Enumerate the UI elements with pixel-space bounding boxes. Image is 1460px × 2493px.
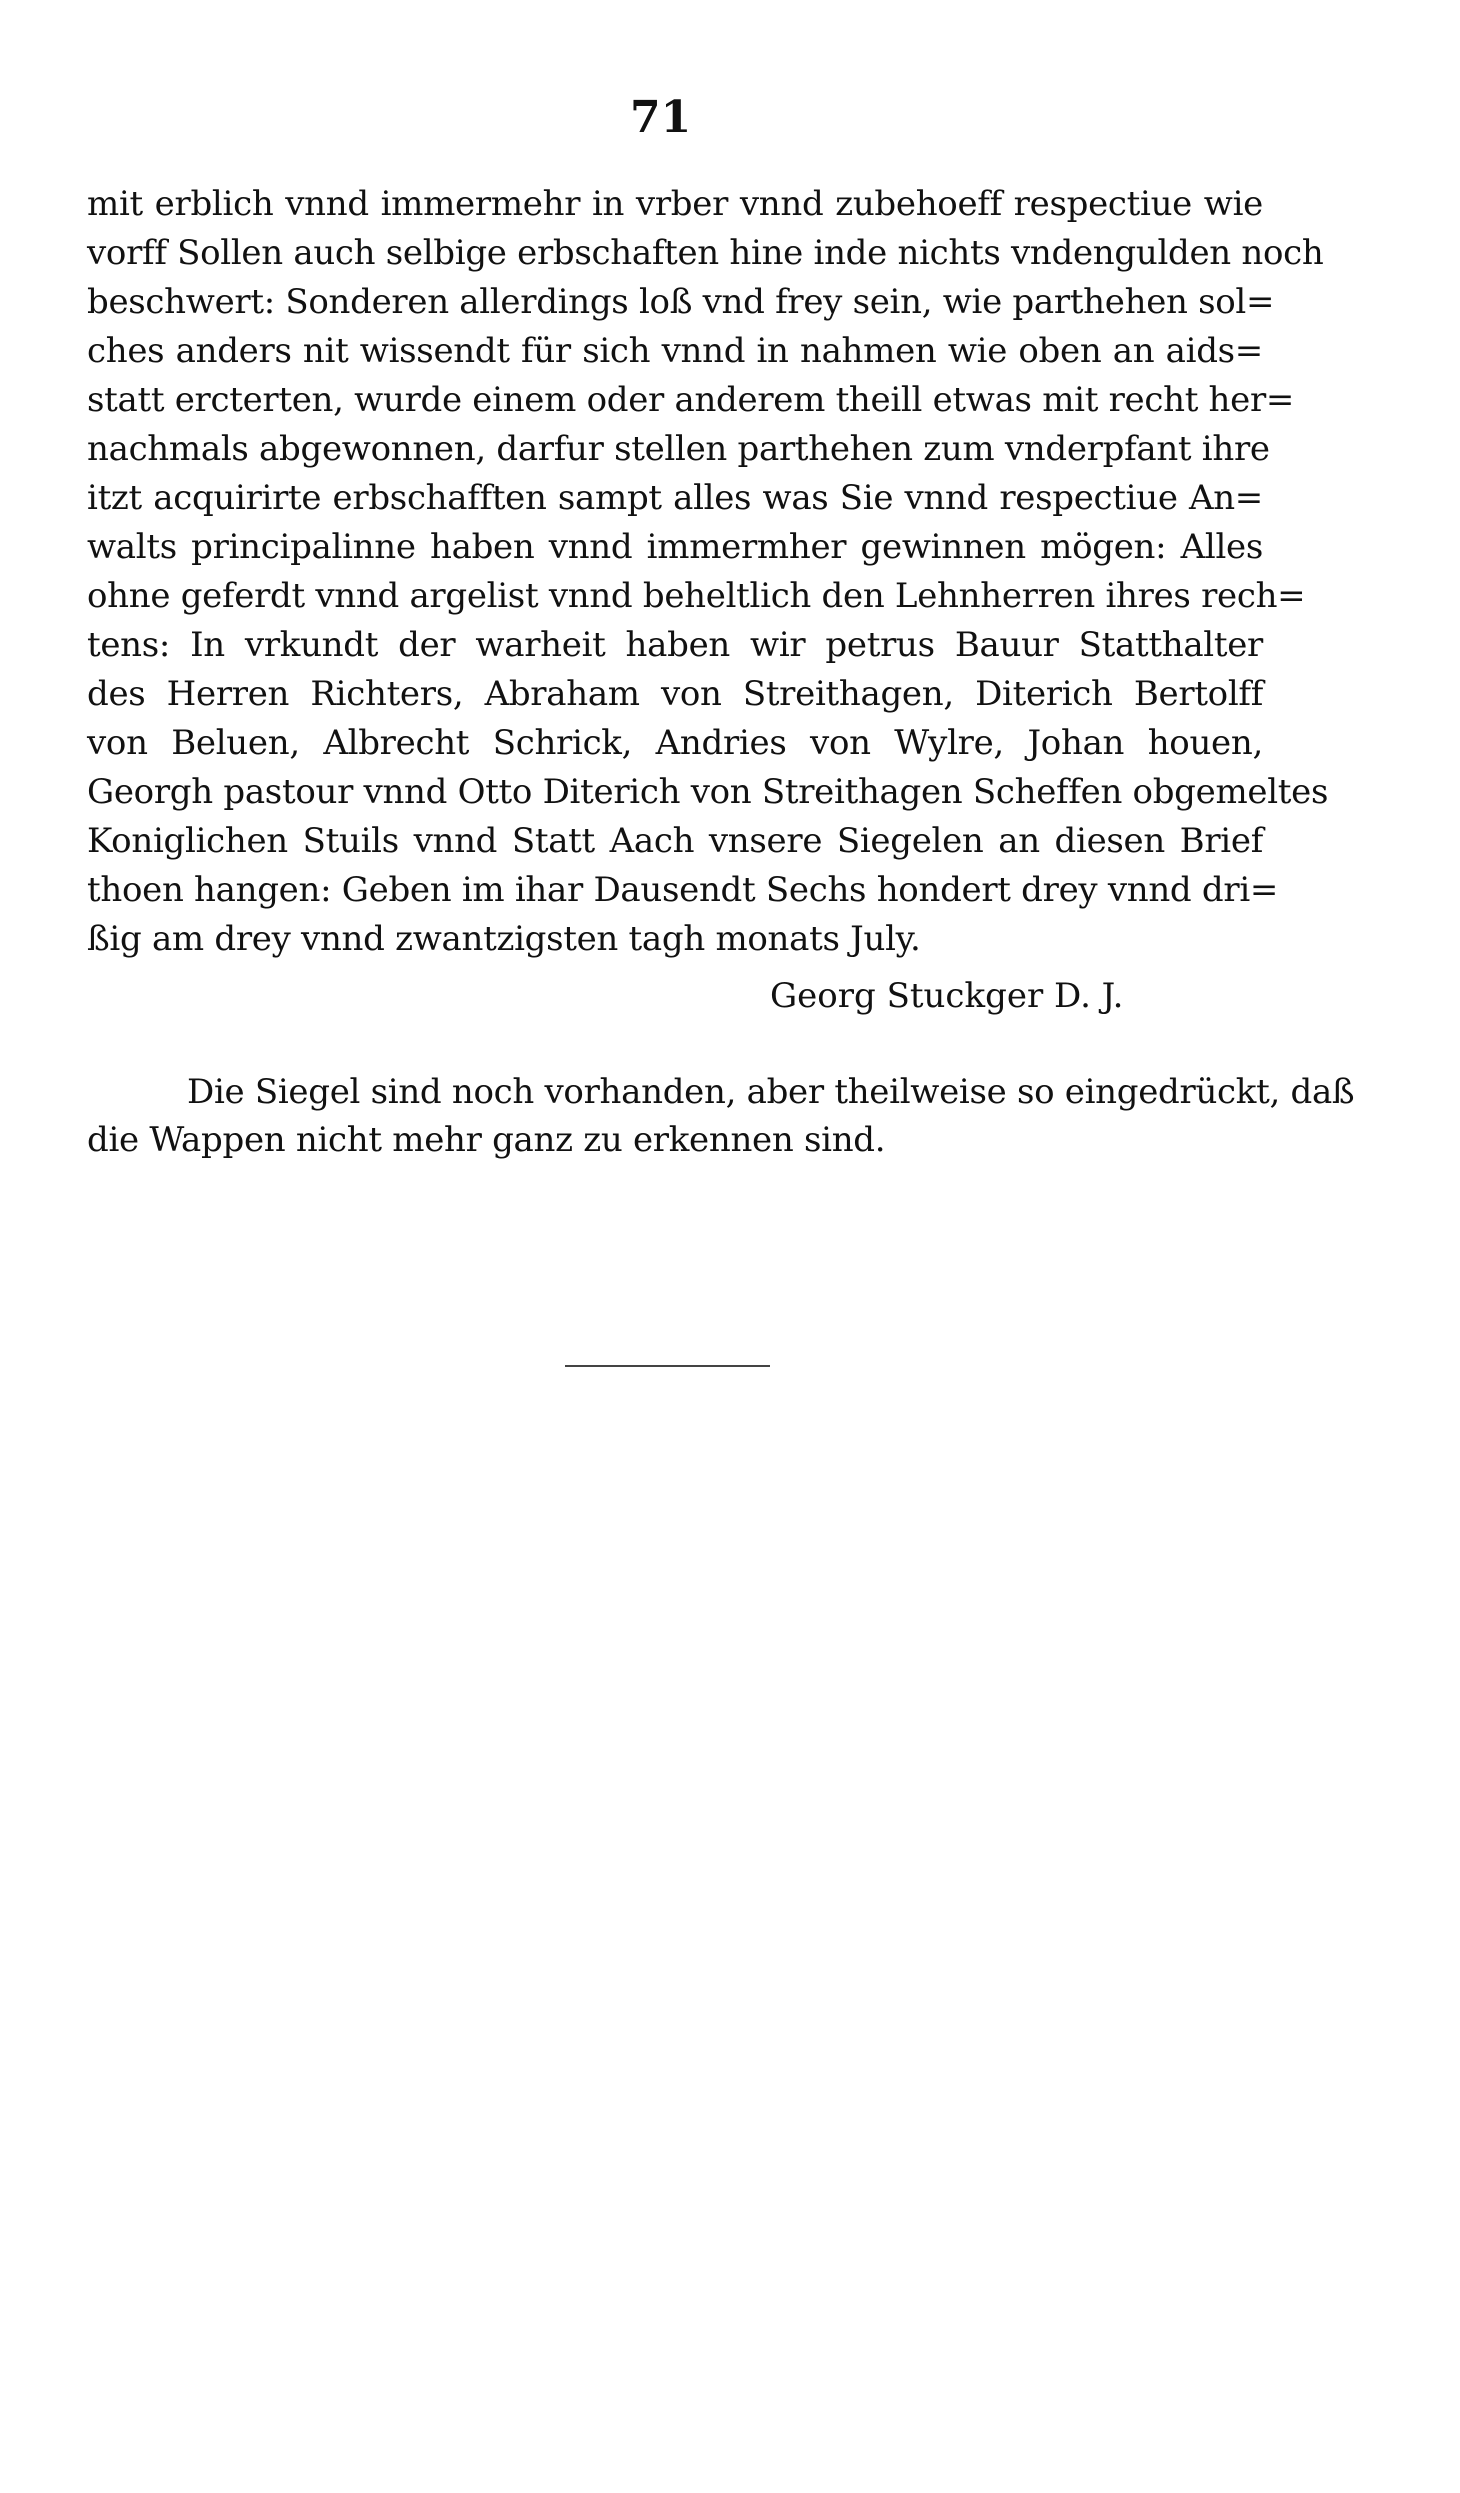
text-line: walts principalinne haben vnnd immermher gewinnen mögen: Alles <box>87 527 1263 567</box>
text-line: nachmals abgewonnen, darfur stellen parthehen zum vnderpfant ihre <box>87 429 1270 469</box>
text-line: Georgh pastour vnnd Otto Diterich von Streithagen Scheffen obgemeltes <box>87 772 1329 812</box>
text-line: von Beluen, Albrecht Schrick, Andries von Wylre, Johan houen, <box>87 723 1263 763</box>
text-line: ches anders nit wissendt für sich vnnd in nahmen wie oben an aids= <box>87 331 1263 371</box>
text-line: des Herren Richters, Abraham von Streithagen, Diterich Bertolff <box>87 674 1263 714</box>
note-line: Die Siegel sind noch vorhanden, aber theilweise so eingedrückt, daß <box>187 1072 1355 1112</box>
text-line: Koniglichen Stuils vnnd Statt Aach vnsere Siegelen an diesen Brief <box>87 821 1263 861</box>
section-divider <box>565 1365 770 1367</box>
text-line: mit erblich vnnd immermehr in vrber vnnd zubehoeff respectiue wie <box>87 184 1263 224</box>
text-line: vorff Sollen auch selbige erbschaften hine inde nichts vndengulden noch <box>87 233 1324 273</box>
signature: Georg Stuckger D. J. <box>770 976 1124 1016</box>
text-line: tens: In vrkundt der warheit haben wir petrus Bauur Statthalter <box>87 625 1263 665</box>
text-line: ohne geferdt vnnd argelist vnnd beheltlich den Lehnherren ihres rech= <box>87 576 1306 616</box>
note-paragraph <box>87 1068 1355 1164</box>
document-body <box>87 180 1329 964</box>
note-line: die Wappen nicht mehr ganz zu erkennen sind. <box>87 1120 886 1160</box>
page-number: 71 <box>630 92 692 143</box>
text-line: beschwert: Sonderen allerdings loß vnd frey sein, wie parthehen sol= <box>87 282 1275 322</box>
text-line: statt ercterten, wurde einem oder anderem theill etwas mit recht her= <box>87 380 1295 420</box>
text-line: ßig am drey vnnd zwantzigsten tagh monats July. <box>87 919 921 959</box>
text-line: itzt acquirirte erbschafften sampt alles was Sie vnnd respectiue An= <box>87 478 1263 518</box>
text-line: thoen hangen: Geben im ihar Dausendt Sechs hondert drey vnnd dri= <box>87 870 1279 910</box>
